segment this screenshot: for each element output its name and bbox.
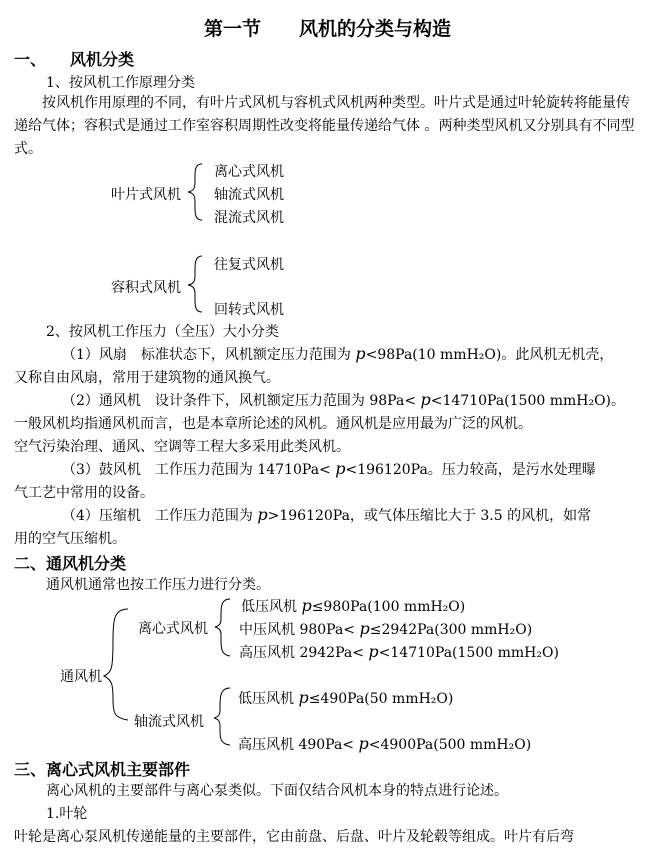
section-2-intro: 通风机通常也按工作压力进行分类。	[46, 577, 270, 593]
blower-line-2: 气工艺中常用的设备。	[14, 485, 154, 501]
axial-item: 高压风机 490Pa< p<4900Pa(500 mmH₂O)	[238, 734, 532, 753]
fan-line-2: 又称自由风扇，常用于建筑物的通风换气。	[14, 370, 280, 386]
compressor-label: （4）压缩机	[62, 508, 141, 524]
tree-root: 通风机	[60, 669, 102, 685]
diagram1-item: 轴流式风机	[214, 187, 284, 203]
vent-line-1: （2）通风机 设计条件下，风机额定压力范围为 98Pa< p<14710Pa(1500 mmH₂O)。	[62, 390, 626, 409]
blower-line-1: （3）鼓风机 工作压力范围为 14710Pa< p<196120Pa。压力较高，是污水处理曝	[62, 459, 596, 478]
compressor-line-2: 用的空气压缩机。	[14, 531, 126, 547]
section-3-heading: 三、离心式风机主要部件	[14, 760, 191, 779]
blower-label: （3）鼓风机	[62, 462, 141, 478]
compressor-line-1: （4）压缩机 工作压力范围为 p>196120Pa，或气体压缩比大于 3.5 的风机，如常	[62, 505, 592, 524]
vent-line-2: 一般风机均指通风机而言，也是本章所论述的风机。通风机是应用最为广泛的风机。	[14, 416, 532, 432]
brace-axial	[214, 688, 230, 745]
brace-root	[104, 609, 128, 720]
brace-diagram2	[188, 256, 202, 312]
fan-label: （1）风扇	[62, 347, 127, 363]
fan-line-1: （1）风扇 标准状态下，风机额定压力范围为 p<98Pa(10 mmH₂O)。此风机无机壳，	[62, 344, 614, 363]
brace-diagram1	[188, 164, 202, 220]
diagram2-root: 容积式风机	[111, 280, 181, 296]
paragraph-principle: 按风机作用原理的不同，有叶片式风机与容机式风机两种类型。叶片式是通过叶轮旋转将能量传递给气体；容积式是通过工作室容积周期性改变将能量传递给气体 。两种类型风机又分别具有不同型式。	[14, 95, 635, 157]
diagram2-item: 回转式风机	[214, 302, 284, 318]
axial-item: 低压风机 p≤490Pa(50 mmH₂O)	[238, 688, 454, 707]
section-1-heading: 一、 风机分类	[14, 50, 135, 69]
centrifugal-item: 中压风机 980Pa< p≤2942Pa(300 mmH₂O)	[239, 619, 533, 638]
diagram1-item: 混流式风机	[214, 210, 284, 226]
diagram1-item: 离心式风机	[214, 164, 284, 180]
brace-centrifugal	[215, 599, 230, 656]
p-symbol: p	[335, 459, 346, 478]
vent-label: （2）通风机	[62, 393, 141, 409]
p-symbol: p	[420, 390, 431, 409]
impeller-paragraph: 叶轮是离心泵风机传递能量的主要部件，它由前盘、后盘、叶片及轮毂等组成。叶片有后弯	[14, 829, 574, 845]
axial-label: 轴流式风机	[134, 714, 204, 730]
vent-line-3: 空气污染治理、通风、空调等工程大多采用此类风机。	[14, 439, 350, 455]
centrifugal-item: 高压风机 2942Pa< p<14710Pa(1500 mmH₂O)	[239, 642, 559, 661]
page-title: 第一节 风机的分类与构造	[203, 18, 451, 40]
p-symbol: p	[355, 344, 366, 363]
diagram1-root: 叶片式风机	[111, 187, 181, 203]
p-symbol: p	[257, 505, 268, 524]
subsection-1-1: 1、按风机工作原理分类	[46, 75, 195, 91]
diagram2-item: 往复式风机	[214, 257, 284, 273]
section-3-intro: 离心风机的主要部件与离心泵类似。下面仅结合风机本身的特点进行论述。	[46, 783, 508, 799]
section-2-heading: 二、通风机分类	[14, 554, 127, 573]
subsection-3-1: 1.叶轮	[46, 806, 88, 822]
subsection-1-2: 2、按风机工作压力（全压）大小分类	[46, 324, 279, 340]
centrifugal-item: 低压风机 p≤980Pa(100 mmH₂O)	[241, 596, 466, 615]
centrifugal-label: 离心式风机	[138, 621, 208, 637]
